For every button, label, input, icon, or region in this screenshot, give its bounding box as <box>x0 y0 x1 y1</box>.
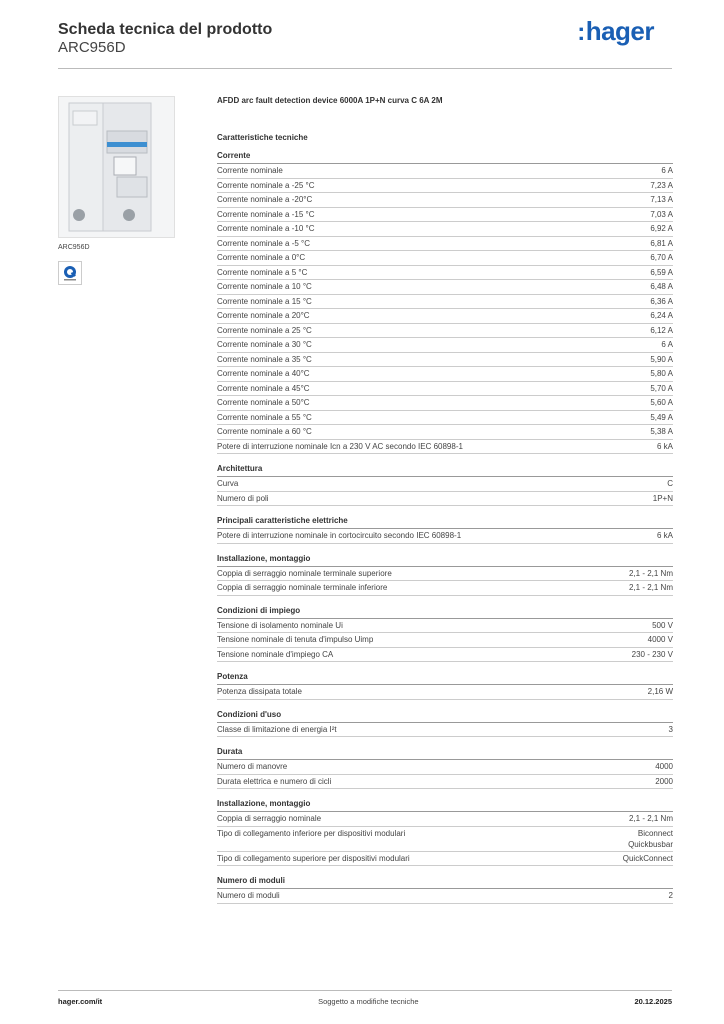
spec-label: Corrente nominale a 0°C <box>217 253 306 262</box>
spec-row <box>217 411 673 426</box>
spec-row <box>217 827 673 852</box>
product-sidebar <box>58 96 173 285</box>
spec-value: 500 V <box>652 620 673 630</box>
spec-section <box>217 515 673 544</box>
spec-label: Corrente nominale a 5 °C <box>217 267 308 277</box>
spec-value: 7,13 A <box>650 195 673 204</box>
product-image <box>58 96 175 238</box>
spec-label: Coppia di serraggio nominale terminale inferiore <box>217 583 388 592</box>
spec-row <box>217 812 673 827</box>
product-code: ARC956D <box>58 39 126 56</box>
spec-row <box>217 567 673 582</box>
spec-row <box>217 208 673 223</box>
spec-label: Numero di poli <box>217 493 269 503</box>
spec-value: 5,80 A <box>650 369 673 378</box>
spec-value: 3 <box>668 724 673 734</box>
image-caption: ARC956D <box>58 244 90 251</box>
spec-label: Potere di interruzione nominale in cortocircuito secondo IEC 60898-1 <box>217 531 462 540</box>
hager-logo: :hager <box>577 16 654 46</box>
header-divider <box>58 68 672 69</box>
spec-row <box>217 222 673 237</box>
spec-value: 2,16 W <box>647 687 673 696</box>
spec-value: QuickConnect <box>622 853 673 863</box>
spec-value: 6 A <box>661 340 673 349</box>
spec-value: 6,81 A <box>650 238 673 248</box>
spec-value: 6,12 A <box>650 325 673 335</box>
spec-value: 2,1 - 2,1 Nm <box>628 583 673 592</box>
spec-label: Corrente nominale a -15 °C <box>217 209 315 219</box>
section-title: Installazione, montaggio <box>217 798 673 812</box>
spec-row <box>217 237 673 252</box>
spec-value: C <box>667 479 673 488</box>
spec-row <box>217 723 673 738</box>
spec-value: 6 A <box>661 166 673 175</box>
spec-sections <box>217 150 673 904</box>
product-description: AFDD arc fault detection device 6000A 1P+N curva C 6A 2M <box>217 96 443 105</box>
spec-label: Curva <box>217 479 239 488</box>
spec-value: 6,36 A <box>650 296 673 306</box>
spec-value: 5,49 A <box>650 412 673 422</box>
spec-value: 4000 <box>655 762 673 771</box>
spec-row <box>217 619 673 634</box>
spec-label: Corrente nominale a -20°C <box>217 195 313 204</box>
section-title: Architettura <box>217 463 673 477</box>
spec-value: 6,24 A <box>650 311 673 320</box>
spec-label: Corrente nominale a 40°C <box>217 369 310 378</box>
spec-value: 6,59 A <box>650 267 673 277</box>
spec-label: Durata elettrica e numero di cicli <box>217 776 332 786</box>
spec-section <box>217 671 673 700</box>
spec-label: Numero di manovre <box>217 762 288 771</box>
spec-row <box>217 382 673 397</box>
spec-value: 4000 V <box>647 635 673 644</box>
spec-row <box>217 280 673 295</box>
spec-section <box>217 709 673 738</box>
spec-row <box>217 529 673 544</box>
spec-section <box>217 798 673 866</box>
spec-section <box>217 875 673 904</box>
spec-row <box>217 295 673 310</box>
spec-label: Corrente nominale a 60 °C <box>217 427 312 436</box>
spec-row <box>217 425 673 440</box>
spec-row <box>217 477 673 492</box>
spec-row <box>217 324 673 339</box>
spec-label: Corrente nominale a 15 °C <box>217 296 312 306</box>
spec-label: Corrente nominale a 25 °C <box>217 325 312 335</box>
spec-label: Tensione nominale di tenuta d'impulso Uimp <box>217 635 374 644</box>
spec-row <box>217 353 673 368</box>
spec-row <box>217 633 673 648</box>
spec-row <box>217 492 673 507</box>
spec-label: Corrente nominale a -10 °C <box>217 224 315 233</box>
spec-value: 6 kA <box>656 441 673 451</box>
spec-label: Tipo di collegamento inferiore per dispositivi modulari <box>217 828 406 838</box>
spec-row <box>217 193 673 208</box>
spec-label: Corrente nominale a 35 °C <box>217 354 312 364</box>
spec-value: Biconnect Quickbusbar <box>628 828 673 849</box>
spec-row <box>217 648 673 663</box>
spec-value: 6 kA <box>656 531 673 540</box>
spec-value: 7,03 A <box>650 209 673 219</box>
spec-row <box>217 889 673 904</box>
spec-value: 1P+N <box>652 493 673 503</box>
spec-label: Potere di interruzione nominale Icn a 230 V AC secondo IEC 60898-1 <box>217 441 463 451</box>
spec-value: 5,70 A <box>650 383 673 393</box>
section-title: Durata <box>217 746 673 760</box>
spec-section <box>217 150 673 454</box>
spec-value: 5,60 A <box>650 398 673 407</box>
specs-heading: Caratteristiche tecniche <box>217 133 308 142</box>
section-title: Installazione, montaggio <box>217 553 673 567</box>
spec-label: Corrente nominale a 55 °C <box>217 412 312 422</box>
spec-row <box>217 685 673 700</box>
footer-website[interactable]: hager.com/it <box>58 997 103 1006</box>
spec-row <box>217 309 673 324</box>
specs-main <box>217 96 673 913</box>
section-title: Principali caratteristiche elettriche <box>217 515 673 529</box>
spec-section <box>217 746 673 789</box>
quality-mark-icon <box>58 261 82 285</box>
spec-row <box>217 338 673 353</box>
spec-value: 2000 <box>655 776 673 786</box>
spec-label: Numero di moduli <box>217 891 280 900</box>
spec-section <box>217 605 673 663</box>
footer-date: 20.12.2025 <box>634 997 672 1006</box>
section-title: Condizioni di impiego <box>217 605 673 619</box>
spec-label: Corrente nominale a 10 °C <box>217 282 312 291</box>
document-title: Scheda tecnica del prodotto <box>58 21 273 38</box>
spec-value: 6,48 A <box>650 282 673 291</box>
section-title: Corrente <box>217 150 673 164</box>
spec-row <box>217 775 673 790</box>
spec-value: 230 - 230 V <box>631 649 673 659</box>
spec-label: Potenza dissipata totale <box>217 687 302 696</box>
spec-row <box>217 179 673 194</box>
spec-row <box>217 760 673 775</box>
spec-label: Corrente nominale a 45°C <box>217 383 310 393</box>
section-title: Condizioni d'uso <box>217 709 673 723</box>
spec-value: 7,23 A <box>650 180 673 190</box>
footer-note: Soggetto a modifiche tecniche <box>318 997 419 1006</box>
spec-value: 6,92 A <box>650 224 673 233</box>
spec-label: Tensione di isolamento nominale Ui <box>217 620 343 630</box>
spec-value: 5,38 A <box>650 427 673 436</box>
spec-row <box>217 440 673 455</box>
spec-section <box>217 463 673 506</box>
footer-divider <box>58 990 672 991</box>
spec-row <box>217 396 673 411</box>
spec-label: Coppia di serraggio nominale <box>217 814 322 823</box>
section-title: Potenza <box>217 671 673 685</box>
spec-label: Corrente nominale a -25 °C <box>217 180 315 190</box>
spec-row <box>217 581 673 596</box>
spec-value: 2,1 - 2,1 Nm <box>628 814 673 823</box>
spec-label: Corrente nominale a 30 °C <box>217 340 312 349</box>
spec-row <box>217 164 673 179</box>
spec-label: Tensione nominale d'impiego CA <box>217 649 334 659</box>
document-header <box>58 20 272 57</box>
spec-label: Tipo di collegamento superiore per dispositivi modulari <box>217 853 410 863</box>
spec-row <box>217 266 673 281</box>
spec-row <box>217 251 673 266</box>
spec-row <box>217 852 673 867</box>
spec-label: Corrente nominale a 50°C <box>217 398 310 407</box>
spec-value: 2,1 - 2,1 Nm <box>628 568 673 578</box>
spec-row <box>217 367 673 382</box>
spec-label: Coppia di serraggio nominale terminale superiore <box>217 568 392 578</box>
spec-section <box>217 553 673 596</box>
section-title: Numero di moduli <box>217 875 673 889</box>
spec-label: Corrente nominale a 20°C <box>217 311 310 320</box>
page-footer <box>58 997 672 1006</box>
spec-value: 6,70 A <box>650 253 673 262</box>
spec-value: 5,90 A <box>650 354 673 364</box>
spec-label: Corrente nominale a -5 °C <box>217 238 311 248</box>
spec-value: 2 <box>668 891 673 900</box>
spec-label: Classe di limitazione di energia I²t <box>217 724 337 734</box>
spec-label: Corrente nominale <box>217 166 283 175</box>
